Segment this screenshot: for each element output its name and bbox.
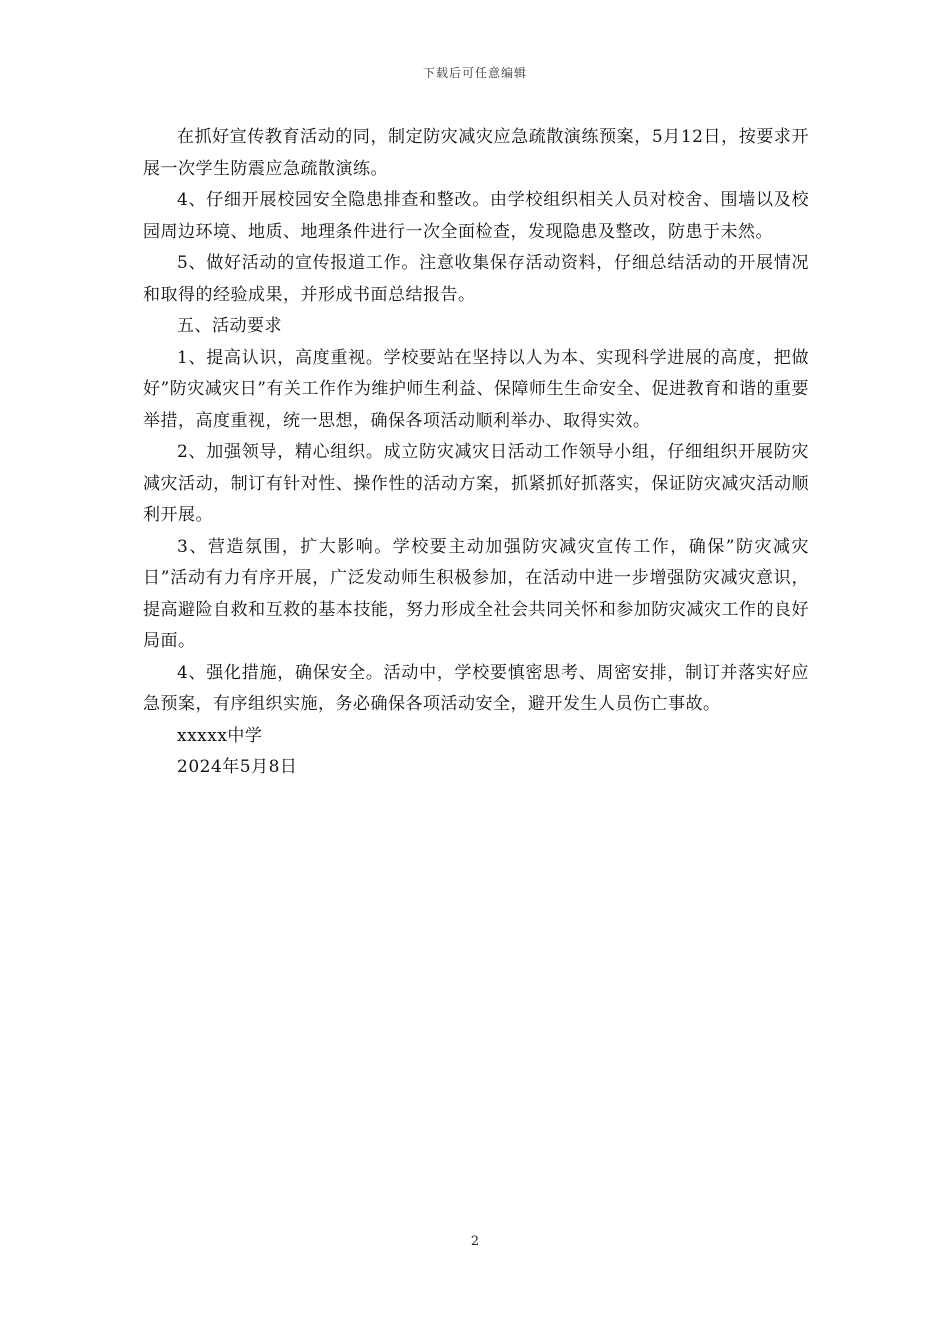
signature-school-name: xxxxx中学	[177, 725, 263, 746]
paragraph-requirement-4: 4、强化措施，确保安全。活动中，学校要慎密思考、周密安排，制订并落实好应急预案，有序组织实施，务必确保各项活动安全，避开发生人员伤亡事故。	[143, 662, 809, 714]
document-body	[143, 122, 809, 784]
paragraph-item-4-safety-inspection: 4、仔细开展校园安全隐患排查和整改。由学校组织相关人员对校舍、围墙以及校园周边环境、地质、地理条件进行一次全面检查，发现隐患及整改，防患于未然。	[143, 190, 809, 242]
signature-date: 2024年5月8日	[177, 757, 298, 777]
paragraph-requirement-2: 2、加强领导，精心组织。成立防灾减灾日活动工作领导小组，仔细组织开展防灾减灾活动，制订有针对性、操作性的活动方案，抓紧抓好抓落实，保证防灾减灾活动顺利开展。	[143, 442, 809, 525]
paragraph-requirement-1: 1、提高认识，高度重视。学校要站在坚持以人为本、实现科学进展的高度，把做好”防灾减灾日”有关工作作为维护师生利益、保障师生生命安全、促进教育和谐的重要举措，高度重视，统一思想，确保各项活动顺利举办、取得实效。	[143, 347, 809, 431]
section-heading-requirements: 五、活动要求	[177, 316, 282, 336]
paragraph-requirement-3: 3、营造氛围，扩大影响。学校要主动加强防灾减灾宣传工作，确保”防灾减灾日”活动有力有序开展，广泛发动师生积极参加，在活动中进一步增强防灾减灾意识，提高避险自救和互救的基本技能，努力形成全社会共同关怀和参加防灾减灾工作的良好局面。	[143, 536, 809, 651]
paragraph-drill-plan: 在抓好宣传教育活动的同，制定防灾减灾应急疏散演练预案，5月12日，按要求开展一次学生防震应急疏散演练。	[143, 127, 809, 179]
paragraph-item-5-publicity: 5、做好活动的宣传报道工作。注意收集保存活动资料，仔细总结活动的开展情况和取得的经验成果，并形成书面总结报告。	[143, 253, 809, 305]
page-header: 下载后可任意编辑	[422, 66, 527, 80]
page-number: 2	[470, 1234, 480, 1249]
